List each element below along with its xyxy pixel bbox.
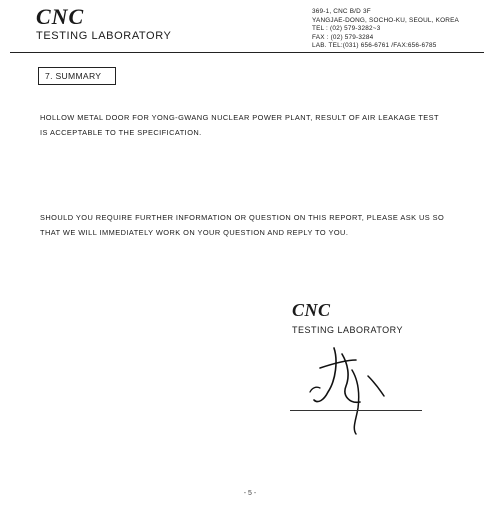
paragraph-line: IS ACCEPTABLE TO THE SPECIFICATION.: [40, 128, 202, 137]
signature-company-logo: CNC: [292, 300, 331, 320]
page-number: - 5 -: [243, 490, 257, 497]
paragraph-line: THAT WE WILL IMMEDIATELY WORK ON YOUR QUESTION AND REPLY TO YOU.: [40, 228, 349, 237]
header-divider: [10, 52, 484, 53]
lab-phone-line: LAB. TEL:(031) 656-6761 /FAX:656-6785: [312, 42, 437, 50]
handwritten-signature: [298, 330, 408, 440]
paragraph-line: HOLLOW METAL DOOR FOR YONG-GWANG NUCLEAR POWER PLANT, RESULT OF AIR LEAKAGE TEST: [40, 113, 440, 122]
signature-lab-name: TESTING LABORATORY: [292, 325, 404, 335]
address-line: 369-1, CNC B/D 3F: [312, 8, 371, 15]
address-line: YANGJAE-DONG, SOCHO-KU, SEOUL, KOREA: [312, 16, 459, 24]
company-logo: CNC: [36, 4, 85, 29]
company-address: [312, 8, 459, 51]
fax-line: FAX : (02) 579-3284: [312, 33, 374, 41]
phone-line: TEL : (02) 579-3282~3: [312, 25, 381, 33]
summary-paragraph: [40, 110, 439, 140]
lab-name: TESTING LABORATORY: [36, 30, 172, 42]
section-title: 7. SUMMARY: [38, 67, 116, 85]
contact-paragraph: [40, 210, 444, 240]
paragraph-line: SHOULD YOU REQUIRE FURTHER INFORMATION OR QUESTION ON THIS REPORT, PLEASE ASK US SO: [40, 213, 445, 222]
signature-line: [290, 410, 422, 411]
